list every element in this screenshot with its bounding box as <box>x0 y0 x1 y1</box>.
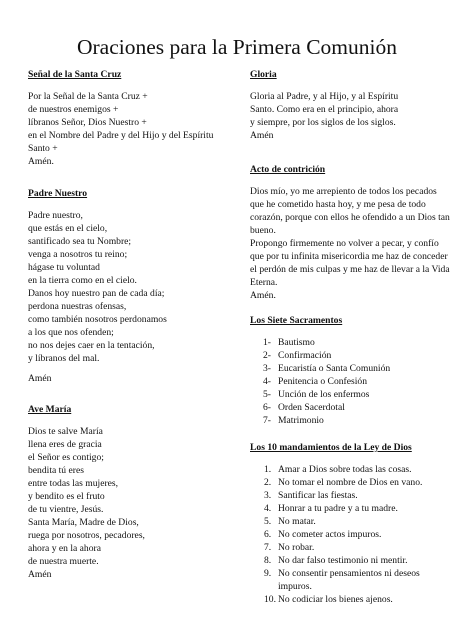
prayer-line: bueno. <box>250 225 276 236</box>
item-text: Santificar las fiestas. <box>278 490 358 501</box>
list-item <box>250 515 455 528</box>
list-item <box>250 401 455 414</box>
prayer-line: Amén <box>250 130 274 141</box>
item-text: Eucaristía o Santa Comunión <box>278 363 391 374</box>
section-acto-de-contricion <box>250 163 455 302</box>
item-number: 6. <box>264 529 272 540</box>
section-senal-santa-cruz <box>28 68 228 168</box>
prayer-text <box>28 90 228 168</box>
prayer-text <box>250 90 455 142</box>
prayer-line: Eterna. <box>250 277 278 288</box>
prayer-line: no nos dejes caer en la tentación, <box>28 340 155 351</box>
prayer-line: líbranos Señor, Dios Nuestro + <box>28 117 147 128</box>
item-number: 4. <box>264 503 272 514</box>
item-text: No robar. <box>278 542 315 553</box>
item-number: 3. <box>264 490 272 501</box>
item-text: Penitencia o Confesión <box>278 376 367 387</box>
prayer-line: de nuestros enemigos + <box>28 104 119 115</box>
prayer-line: en la tierra como en el cielo. <box>28 275 137 286</box>
item-text: No cometer actos impuros. <box>278 529 382 540</box>
item-number: 2- <box>263 350 271 361</box>
section-ave-maria <box>28 403 228 581</box>
prayer-line: y bendito es el fruto <box>28 491 105 502</box>
prayer-line: Santo. Como era en el principio, ahora <box>250 104 399 115</box>
list-item <box>250 489 455 502</box>
prayer-line: llena eres de gracia <box>28 439 102 450</box>
item-text: Orden Sacerdotal <box>278 402 345 413</box>
item-number: 2. <box>264 477 272 488</box>
item-number: 8. <box>264 555 272 566</box>
list-item <box>250 388 455 401</box>
list-item <box>250 463 455 476</box>
section-padre-nuestro <box>28 187 228 385</box>
prayer-line: en el Nombre del Padre y del Hijo y del Espíritu <box>28 130 214 141</box>
prayer-line: corazón, porque con ellos he ofendido a un Dios tan <box>250 212 450 223</box>
item-text: No codiciar los bienes ajenos. <box>278 594 393 605</box>
prayer-line: Dios te salve María <box>28 426 103 437</box>
prayer-line: entre todas las mujeres, <box>28 478 119 489</box>
prayer-text <box>28 209 228 365</box>
section-heading: Gloria <box>250 69 277 80</box>
section-heading: Ave María <box>28 404 72 415</box>
item-number: 4- <box>263 376 271 387</box>
prayer-text <box>250 185 455 302</box>
prayer-line: santificado sea tu Nombre; <box>28 236 132 247</box>
prayer-line: Por la Señal de la Santa Cruz + <box>28 91 148 102</box>
list-item <box>250 349 455 362</box>
item-text: Unción de los enfermos <box>278 389 370 400</box>
item-text: No dar falso testimonio ni mentir. <box>278 555 408 566</box>
list-item <box>250 541 455 554</box>
item-number: 7- <box>263 415 271 426</box>
prayer-line: bendita tú eres <box>28 465 84 476</box>
section-heading: Acto de contrición <box>250 164 326 175</box>
item-text: No matar. <box>278 516 316 527</box>
section-gloria <box>250 68 455 142</box>
section-siete-sacramentos <box>250 314 455 427</box>
prayer-line: venga a nosotros tu reino; <box>28 249 128 260</box>
list-item <box>250 567 455 593</box>
item-number: 10. <box>264 594 276 605</box>
prayer-line: y siempre, por los siglos de los siglos. <box>250 117 396 128</box>
list-item <box>250 414 455 427</box>
item-number: 1. <box>264 464 272 475</box>
item-text: No tomar el nombre de Dios en vano. <box>278 477 423 488</box>
item-number: 3- <box>263 363 271 374</box>
item-text: Confirmación <box>278 350 332 361</box>
section-heading: Señal de la Santa Cruz <box>28 69 122 80</box>
list-item <box>250 502 455 515</box>
item-text: No consentir pensamientos ni deseos impuros. <box>278 568 420 592</box>
prayer-line: Propongo firmemente no volver a pecar, y confío <box>250 238 439 249</box>
item-number: 1- <box>263 337 271 348</box>
prayer-text <box>28 425 228 581</box>
prayer-line: Santo + <box>28 143 58 154</box>
prayer-line: hágase tu voluntad <box>28 262 100 273</box>
prayer-line: perdona nuestras ofensas, <box>28 301 127 312</box>
item-number: 7. <box>264 542 272 553</box>
item-text: Amar a Dios sobre todas las cosas. <box>278 464 412 475</box>
prayer-line: Amén. <box>28 156 54 167</box>
prayer-line: ruega por nosotros, pecadores, <box>28 530 145 541</box>
prayer-line: Amén <box>28 569 52 580</box>
section-heading: Los Siete Sacramentos <box>250 315 343 326</box>
list-item <box>250 375 455 388</box>
prayer-line: Amén. <box>250 290 276 301</box>
prayer-line: que he cometido hasta hoy, y me pesa de todo <box>250 199 426 210</box>
item-number: 5- <box>263 389 271 400</box>
section-heading: Padre Nuestro <box>28 188 88 199</box>
prayer-line: Dios mío, yo me arrepiento de todos los pecados <box>250 186 437 197</box>
prayer-line: Padre nuestro, <box>28 210 83 221</box>
prayer-line: de nuestra muerte. <box>28 556 99 567</box>
item-number: 9. <box>264 568 272 579</box>
prayer-line: de tu vientre, Jesús. <box>28 504 104 515</box>
prayer-line: el Señor es contigo; <box>28 452 104 463</box>
prayer-line: que estás en el cielo, <box>28 223 108 234</box>
prayer-amen: Amén <box>28 373 52 384</box>
list-item <box>250 554 455 567</box>
prayer-line: y líbranos del mal. <box>28 353 100 364</box>
prayer-line: Santa María, Madre de Dios, <box>28 517 139 528</box>
item-text: Matrimonio <box>278 415 324 426</box>
item-text: Honrar a tu padre y a tu madre. <box>278 503 398 514</box>
prayer-line: Danos hoy nuestro pan de cada día; <box>28 288 165 299</box>
commandments-list <box>250 463 455 606</box>
prayer-line: el perdón de mis culpas y me haz de llevar a la Vida <box>250 264 450 275</box>
item-number: 6- <box>263 402 271 413</box>
list-item <box>250 336 455 349</box>
item-number: 5. <box>264 516 272 527</box>
prayer-line: a los que nos ofenden; <box>28 327 114 338</box>
list-item <box>250 362 455 375</box>
list-item <box>250 528 455 541</box>
prayer-line: ahora y en la ahora <box>28 543 101 554</box>
prayer-line: que por tu infinita misericordia me haz de conceder <box>250 251 448 262</box>
sacraments-list <box>250 336 455 427</box>
prayer-line: Gloria al Padre, y al Hijo, y al Espíritu <box>250 91 399 102</box>
list-item <box>250 476 455 489</box>
list-item <box>250 593 455 606</box>
section-diez-mandamientos <box>250 441 455 606</box>
item-text: Bautismo <box>278 337 315 348</box>
prayer-line: como también nosotros perdonamos <box>28 314 167 325</box>
page-title: Oraciones para la Primera Comunión <box>76 35 397 59</box>
section-heading: Los 10 mandamientos de la Ley de Dios <box>250 442 412 453</box>
